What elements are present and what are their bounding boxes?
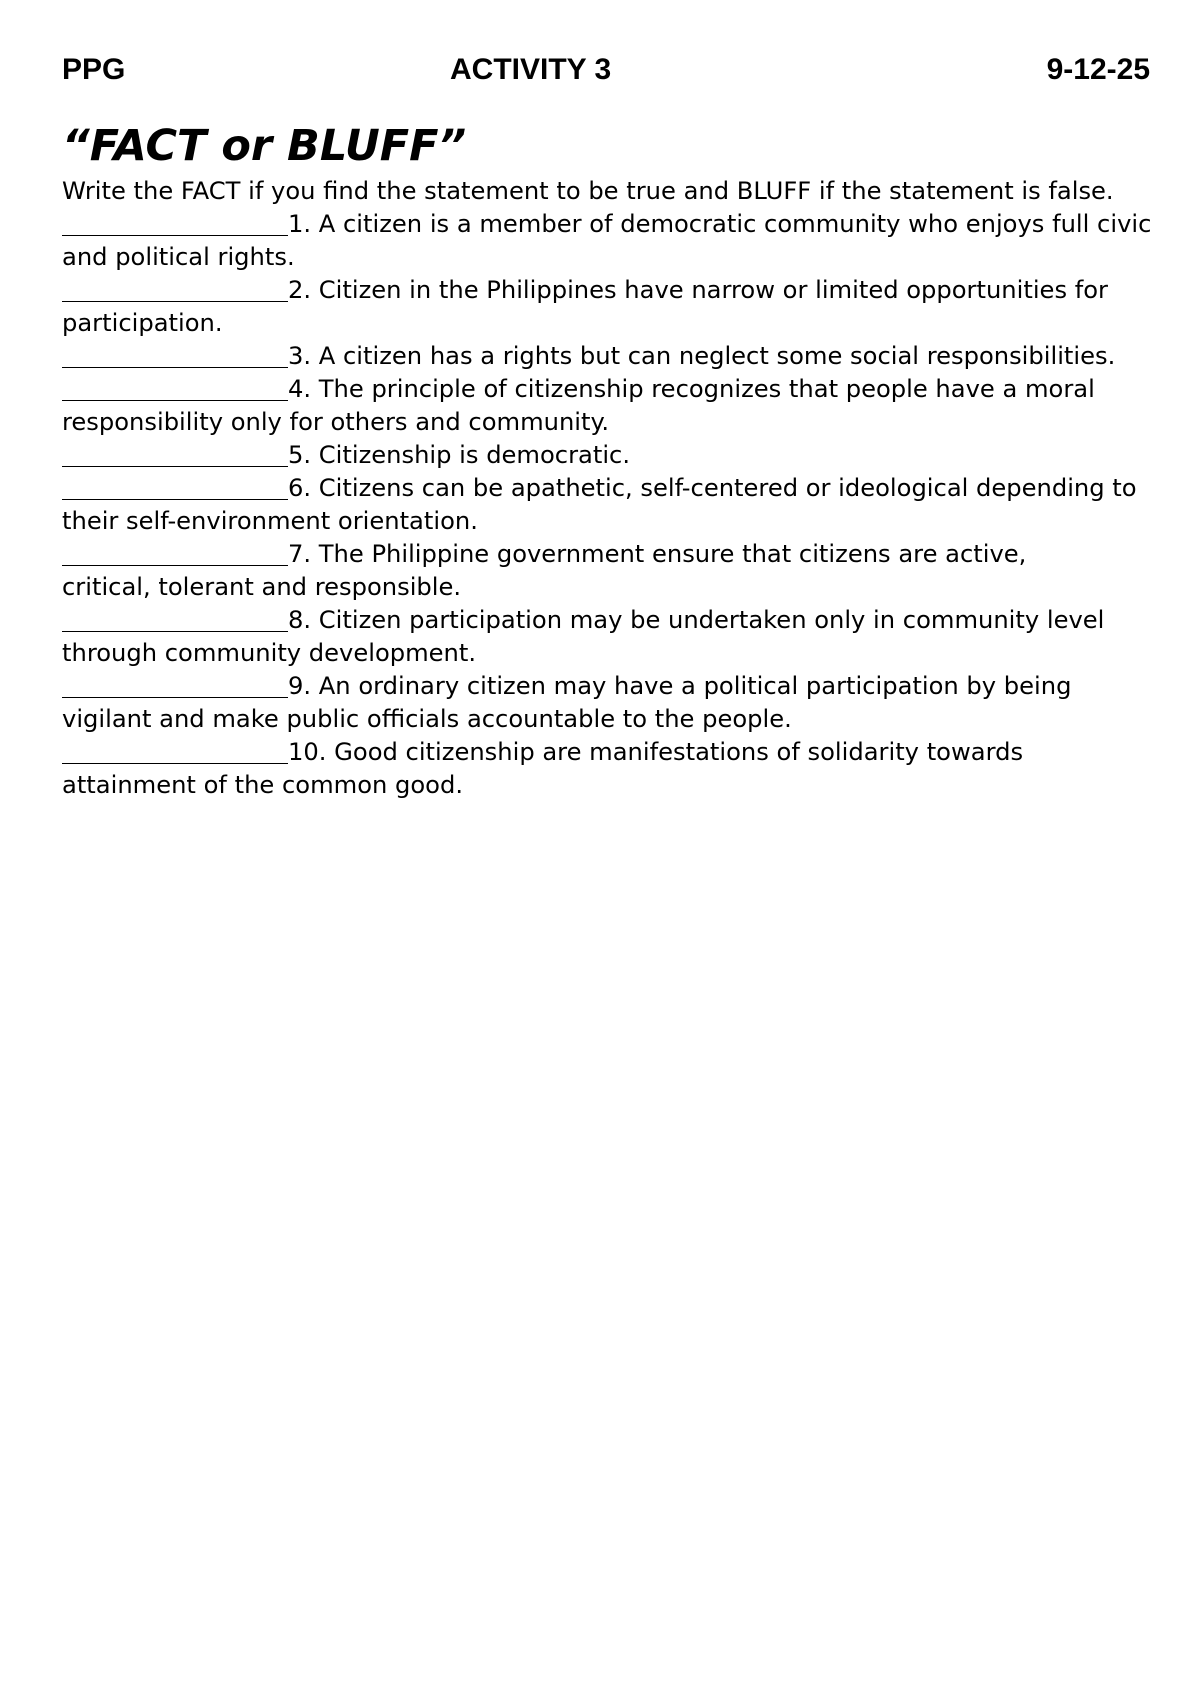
question-text-4: 4. The principle of citizenship recognizes that people have a moral responsibility only for others and community.	[62, 375, 1095, 436]
question-text-8: 8. Citizen participation may be undertaken only in community level through community development.	[62, 606, 1105, 667]
instructions: Write the FACT if you find the statement to be true and BLUFF if the statement is false.	[62, 177, 1114, 205]
worksheet-body	[62, 175, 1157, 802]
date-label: 9-12-25	[1046, 53, 1150, 86]
answer-blank-6[interactable]	[62, 474, 288, 500]
answer-blank-7[interactable]	[62, 540, 288, 566]
question-item-7-continued: critical, tolerant and responsible.	[62, 573, 462, 601]
answer-blank-5[interactable]	[62, 441, 288, 467]
question-item-9	[62, 670, 1157, 736]
question-item-2	[62, 274, 1157, 340]
question-item-10	[62, 736, 1157, 802]
activity-label: ACTIVITY 3	[450, 53, 612, 86]
question-item-3	[62, 340, 1157, 373]
question-text-2: 2. Citizen in the Philippines have narrow or limited opportunities for participation.	[62, 276, 1108, 337]
worksheet-header	[62, 50, 1152, 90]
question-text-9: 9. An ordinary citizen may have a political participation by being vigilant and make public officials accountable to the people.	[62, 672, 1072, 733]
question-item-8	[62, 604, 1157, 670]
question-text-3: 3. A citizen has a rights but can neglect some social responsibilities.	[288, 342, 1116, 370]
activity-title: “FACT or BLUFF”	[62, 121, 467, 171]
answer-blank-10[interactable]	[62, 738, 288, 764]
question-text-10: 10. Good citizenship are manifestations of solidarity towards attainment of the common good.	[62, 738, 1024, 799]
question-item-6	[62, 472, 1157, 538]
question-item-7	[62, 538, 1157, 571]
answer-blank-4[interactable]	[62, 375, 288, 401]
question-text-6: 6. Citizens can be apathetic, self-centered or ideological depending to their self-environment orientation.	[62, 474, 1137, 535]
question-text-1: 1. A citizen is a member of democratic community who enjoys full civic and political rights.	[62, 210, 1152, 271]
worksheet-page	[62, 0, 1152, 1696]
answer-blank-8[interactable]	[62, 606, 288, 632]
answer-blank-3[interactable]	[62, 342, 288, 368]
question-item-1	[62, 208, 1157, 274]
question-text-7: 7. The Philippine government ensure that citizens are active,	[288, 540, 1027, 568]
question-item-4	[62, 373, 1157, 439]
question-item-5	[62, 439, 1157, 472]
answer-blank-1[interactable]	[62, 210, 288, 236]
subject-label: PPG	[62, 53, 126, 86]
answer-blank-9[interactable]	[62, 672, 288, 698]
question-text-5: 5. Citizenship is democratic.	[288, 441, 631, 469]
answer-blank-2[interactable]	[62, 276, 288, 302]
